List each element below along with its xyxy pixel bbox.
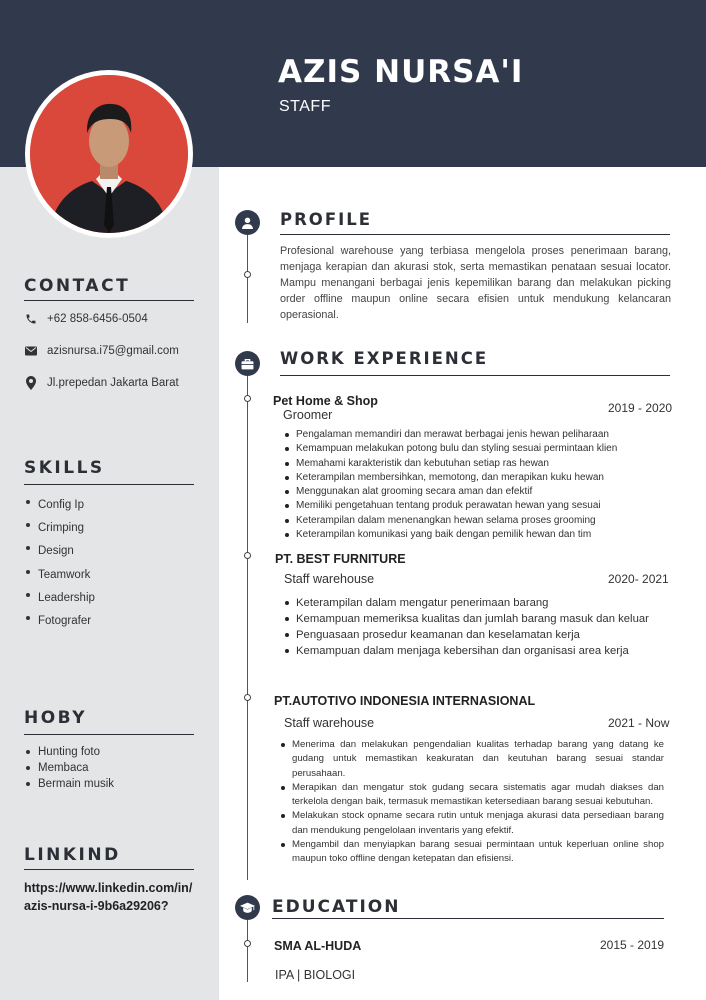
job-duties	[279, 738, 664, 867]
job-position: Staff warehouse	[284, 572, 375, 586]
job-duties	[283, 595, 665, 659]
list-item: Keterampilan komunikasi yang baik dengan pemilik hewan dan tim	[283, 528, 673, 542]
profile-heading: PROFILE	[280, 210, 373, 229]
experience-heading: WORK EXPERIENCE	[280, 349, 489, 368]
profile-photo-frame	[25, 70, 193, 238]
mail-icon	[24, 344, 38, 358]
job-duties	[283, 428, 673, 542]
person-name: AZIS NURSA'I	[278, 54, 524, 90]
list-item: Leadership	[24, 587, 95, 610]
job-position: Staff warehouse	[284, 716, 375, 730]
list-item: Membaca	[24, 760, 114, 776]
contact-email	[24, 344, 179, 358]
job-period: 2021 - Now	[608, 716, 670, 730]
job-company: PT. BEST FURNITURE	[275, 552, 406, 566]
contact-phone	[24, 312, 148, 326]
timeline-line	[247, 375, 248, 880]
email-address: azisnursa.i75@gmail.com	[47, 345, 179, 357]
list-item: Config Ip	[24, 494, 95, 517]
contact-address	[24, 376, 179, 390]
job-period: 2020- 2021	[608, 572, 669, 586]
job-period: 2019 - 2020	[608, 401, 673, 415]
list-item: Teamwork	[24, 564, 95, 587]
list-item: Keterampilan dalam menenangkan hewan selama proses grooming	[283, 514, 673, 528]
phone-icon	[24, 312, 38, 326]
list-item: Kemampuan memeriksa kualitas dan jumlah barang masuk dan keluar	[283, 611, 665, 627]
education-major: IPA | BIOLOGI	[275, 968, 356, 982]
job-company: PT.AUTOTIVO INDONESIA INTERNASIONAL	[274, 694, 536, 708]
timeline-line	[247, 235, 248, 323]
list-item: Kemampuan dalam menjaga kebersihan dan organisasi area kerja	[283, 643, 665, 659]
timeline-dot	[244, 940, 251, 947]
list-item: Design	[24, 540, 95, 563]
list-item: Mengambil dan menyiapkan barang sesuai permintaan untuk keperluan online shop maupun toko offline dengan ketepatan dan efisiensi.	[279, 838, 664, 867]
list-item: Memahami karakteristik dan kebutuhan setiap ras hewan	[283, 457, 673, 471]
skills-heading: SKILLS	[24, 458, 105, 478]
list-item: Hunting foto	[24, 744, 114, 760]
skills-list	[24, 494, 95, 633]
job-company: Pet Home & Shop	[273, 394, 378, 408]
list-item: Keterampilan dalam mengatur penerimaan barang	[283, 595, 665, 611]
contact-divider	[24, 300, 194, 301]
education-heading: EDUCATION	[272, 897, 401, 917]
school-name: SMA AL-HUDA	[274, 939, 362, 953]
timeline-dot	[244, 552, 251, 559]
phone-number: +62 858-6456-0504	[47, 313, 148, 325]
job-position: Groomer	[283, 408, 333, 422]
person-portrait-icon	[30, 75, 188, 233]
address-text: Jl.prepedan Jakarta Barat	[47, 377, 179, 389]
list-item: Menerima dan melakukan pengendalian kualitas terhadap barang yang datang ke gudang untuk memastikan keakuratan dan keutuhan barang sesuai standar perusahaan.	[279, 738, 664, 781]
list-item: Pengalaman memandiri dan merawat berbagai jenis hewan peliharaan	[283, 428, 673, 442]
profile-divider	[280, 234, 670, 235]
list-item: Bermain musik	[24, 776, 114, 792]
list-item: Menggunakan alat grooming secara aman dan efektif	[283, 485, 673, 499]
linkedin-divider	[24, 869, 194, 870]
linkedin-heading: LINKIND	[24, 845, 121, 865]
timeline-line	[247, 920, 248, 982]
hobby-divider	[24, 734, 194, 735]
person-role: STAFF	[279, 98, 331, 115]
graduation-cap-icon	[235, 895, 260, 920]
profile-summary: Profesional warehouse yang terbiasa mengelola proses penerimaan barang, menjaga kerapian dan akurasi stok, serta memastikan penataan sesuai locator. Mampu menangani berbagai jenis kepemilikan barang dan melakukan picking order offline maupun online secara efisien untuk mendukung kelancaran operasional.	[280, 245, 671, 321]
list-item: Memiliki pengetahuan tentang produk perawatan hewan yang sesuai	[283, 499, 673, 513]
profile-photo	[30, 75, 188, 233]
skills-divider	[24, 484, 194, 485]
list-item: Keterampilan membersihkan, memotong, dan merapikan kuku hewan	[283, 471, 673, 485]
education-divider	[272, 918, 664, 919]
hobby-heading: HOBY	[24, 708, 88, 728]
briefcase-icon	[235, 351, 260, 376]
list-item: Kemampuan melakukan potong bulu dan styling sesuai permintaan klien	[283, 442, 673, 456]
list-item: Melakukan stock opname secara rutin untuk menjaga akurasi data persediaan barang dan mendukung pengelolaan inventaris yang efektif.	[279, 809, 664, 838]
timeline-dot	[244, 395, 251, 402]
contact-heading: CONTACT	[24, 276, 131, 296]
person-icon	[235, 210, 260, 235]
timeline-dot	[244, 694, 251, 701]
linkedin-url-link[interactable]: https://www.linkedin.com/in/azis-nursa-i-9b6a29206?	[24, 881, 193, 913]
list-item: Penguasaan prosedur keamanan dan keselamatan kerja	[283, 627, 665, 643]
list-item: Crimping	[24, 517, 95, 540]
timeline-dot	[244, 271, 251, 278]
list-item: Merapikan dan mengatur stok gudang secara sistematis agar mudah diakses dan terkelola dengan baik, termasuk memastikan ketersediaan barang sesuai kebutuhan.	[279, 781, 664, 810]
location-pin-icon	[24, 376, 38, 390]
list-item: Fotografer	[24, 610, 95, 633]
education-period: 2015 - 2019	[600, 938, 665, 952]
hobby-list	[24, 744, 114, 792]
experience-divider	[280, 375, 670, 376]
